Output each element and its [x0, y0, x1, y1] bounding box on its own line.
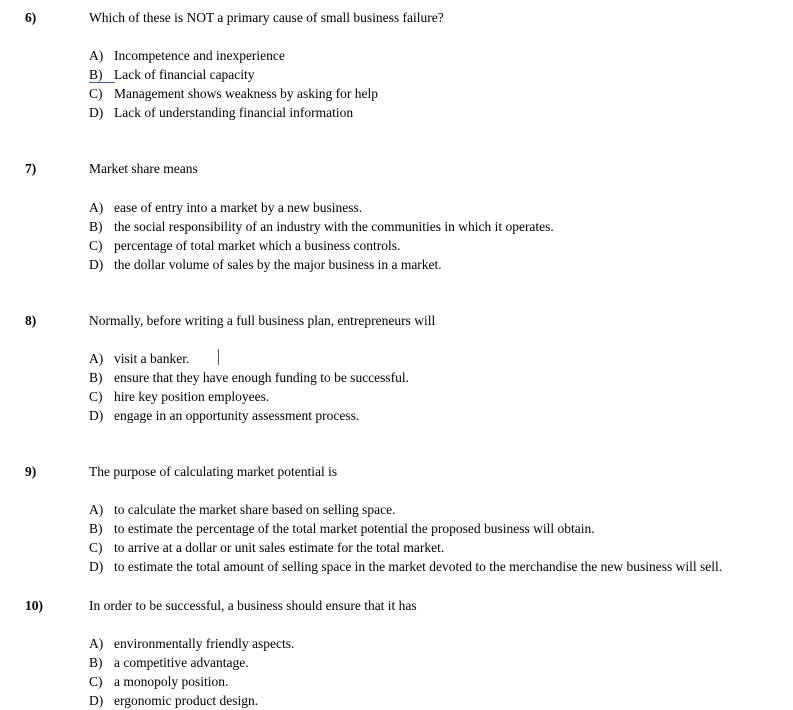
- option-c: [89, 236, 400, 255]
- option-text: a monopoly position.: [114, 674, 229, 689]
- option-c: [89, 387, 269, 406]
- option-letter: C): [89, 540, 103, 555]
- option-letter: D): [89, 257, 104, 272]
- option-text: visit a banker.: [114, 351, 190, 366]
- option-letter: A): [89, 502, 104, 517]
- option-c: [89, 538, 444, 557]
- option-a: [89, 500, 396, 519]
- option-letter: A): [89, 636, 104, 651]
- option-d: [89, 406, 359, 425]
- option-text: Management shows weakness by asking for help: [114, 86, 378, 101]
- question-number: 7): [25, 161, 37, 176]
- text-cursor: [218, 349, 219, 365]
- option-text: Incompetence and inexperience: [114, 48, 285, 63]
- option-text: ergonomic product design.: [114, 693, 259, 708]
- option-letter: B): [89, 370, 103, 385]
- option-b: [89, 653, 249, 672]
- option-text: Lack of financial capacity: [114, 67, 255, 82]
- option-a: [89, 198, 362, 217]
- option-text: ease of entry into a market by a new business.: [114, 200, 363, 215]
- option-letter: D): [89, 105, 104, 120]
- option-letter: D): [89, 693, 104, 708]
- option-letter: C): [89, 238, 103, 253]
- option-letter: A): [89, 200, 104, 215]
- option-text: engage in an opportunity assessment process.: [114, 408, 360, 423]
- option-text: a competitive advantage.: [114, 655, 249, 670]
- option-text: percentage of total market which a business controls.: [114, 238, 401, 253]
- option-text: to calculate the market share based on selling space.: [114, 502, 396, 517]
- question-text: Normally, before writing a full business plan, entrepreneurs will: [89, 313, 436, 328]
- option-a: [89, 46, 285, 65]
- option-letter: A): [89, 48, 104, 63]
- option-letter: A): [89, 351, 104, 366]
- option-letter: B): [89, 521, 103, 536]
- option-letter: C): [89, 389, 103, 404]
- question-number: 10): [25, 598, 43, 613]
- option-text: the social responsibility of an industry with the communities in which it operates.: [114, 219, 554, 234]
- option-b: [89, 217, 554, 236]
- question-number: 6): [25, 10, 37, 25]
- option-text: the dollar volume of sales by the major business in a market.: [114, 257, 442, 272]
- option-letter: D): [89, 559, 104, 574]
- question-text: The purpose of calculating market potential is: [89, 464, 338, 479]
- option-text: to estimate the total amount of selling space in the market devoted to the merchandise the new business will sell.: [114, 559, 723, 574]
- option-text: to arrive at a dollar or unit sales estimate for the total market.: [114, 540, 445, 555]
- option-b: [89, 519, 595, 538]
- answer-underline-mark: [89, 82, 115, 83]
- option-letter: C): [89, 86, 103, 101]
- question-number: 8): [25, 313, 37, 328]
- option-c: [89, 672, 228, 691]
- option-text: to estimate the percentage of the total market potential the proposed business will obtain.: [114, 521, 595, 536]
- option-a: [89, 634, 294, 653]
- option-text: hire key position employees.: [114, 389, 270, 404]
- option-letter: C): [89, 674, 103, 689]
- option-d: [89, 103, 353, 122]
- option-letter: B): [89, 219, 103, 234]
- option-text: Lack of understanding financial information: [114, 105, 354, 120]
- option-c: [89, 84, 378, 103]
- option-b: [89, 368, 409, 387]
- option-text: ensure that they have enough funding to be successful.: [114, 370, 410, 385]
- option-letter: D): [89, 408, 104, 423]
- question-text: Which of these is NOT a primary cause of small business failure?: [89, 10, 444, 25]
- option-d: [89, 255, 442, 274]
- option-a: [89, 349, 189, 368]
- option-letter: B): [89, 67, 103, 82]
- option-d: [89, 557, 722, 576]
- question-number: 9): [25, 464, 37, 479]
- question-text: Market share means: [89, 161, 198, 176]
- option-letter: B): [89, 655, 103, 670]
- question-text: In order to be successful, a business should ensure that it has: [89, 598, 417, 613]
- option-d: [89, 691, 258, 710]
- option-text: environmentally friendly aspects.: [114, 636, 295, 651]
